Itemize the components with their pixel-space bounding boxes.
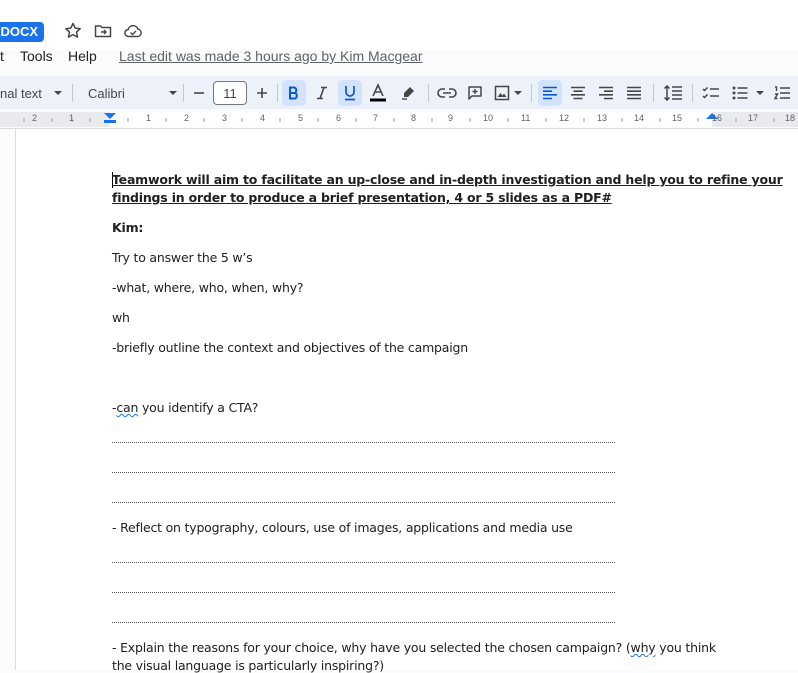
ruler-label: 4: [260, 113, 266, 123]
ruler-label: 1: [69, 113, 75, 123]
ruler-label: 7: [373, 113, 379, 123]
move-folder-icon[interactable]: [93, 21, 113, 41]
align-left-button[interactable]: [538, 80, 562, 106]
line-spacing-icon: [663, 85, 683, 101]
align-justify-icon: [626, 86, 642, 100]
line-spacing-button[interactable]: [660, 80, 686, 106]
menu-tools[interactable]: Tools: [20, 48, 53, 64]
image-icon: [494, 85, 510, 101]
link-icon: [437, 87, 457, 99]
bulleted-list-icon: [732, 86, 748, 100]
highlighter-icon: [400, 85, 416, 101]
explain-line-2[interactable]: the visual language is particularly inspiring?): [112, 658, 384, 673]
ruler-label: 12: [559, 113, 570, 123]
toolbar-divider: [72, 84, 73, 102]
ruler-label: 15: [672, 113, 683, 123]
ruler-label: 18: [785, 113, 796, 123]
font-value: Calibri: [88, 85, 125, 101]
spellcheck-word[interactable]: why: [630, 640, 656, 655]
chevron-down-icon: [755, 89, 765, 97]
highlight-color-button[interactable]: [396, 80, 420, 106]
heading-line-2[interactable]: findings in order to produce a brief presentation, 4 or 5 slides as a PDF#: [112, 190, 612, 205]
answer-dotted-line: [112, 590, 615, 593]
reflect-line[interactable]: - Reflect on typography, colours, use of images, applications and media use: [112, 520, 573, 535]
ruler-label: 10: [483, 113, 494, 123]
cta-line[interactable]: [112, 400, 258, 415]
insert-image-button[interactable]: [491, 80, 525, 106]
ruler-label: 13: [597, 113, 608, 123]
ruler-label: 6: [336, 113, 342, 123]
checklist-button[interactable]: [698, 80, 724, 106]
bold-button[interactable]: [282, 80, 306, 106]
italic-button[interactable]: [310, 80, 334, 106]
heading-line-1[interactable]: Teamwork will aim to facilitate an up-close and in-depth investigation and help you to refine your: [112, 172, 783, 187]
last-edit-link[interactable]: Last edit was made 3 hours ago by Kim Macgear: [119, 48, 423, 64]
minus-icon: [193, 87, 205, 99]
instruction-line[interactable]: Try to answer the 5 w’s: [112, 250, 253, 265]
toolbar-divider: [692, 84, 693, 102]
numbered-list-icon: [774, 86, 790, 100]
partial-text-line[interactable]: wh: [112, 310, 130, 325]
chevron-down-icon: [513, 89, 523, 97]
star-icon[interactable]: [63, 21, 83, 41]
decrease-font-size-button[interactable]: [188, 80, 210, 106]
numbered-list-button[interactable]: [774, 80, 798, 106]
spellcheck-word[interactable]: can: [116, 400, 139, 415]
cta-rest: you identify a CTA?: [138, 400, 259, 415]
text-color-button[interactable]: [366, 80, 390, 106]
cloud-saved-icon[interactable]: [123, 21, 143, 41]
ruler-label: 2: [32, 113, 38, 123]
explain-line-1[interactable]: [112, 640, 716, 655]
answer-dotted-line: [112, 470, 615, 473]
insert-link-button[interactable]: [434, 80, 460, 106]
docx-badge[interactable]: DOCX: [0, 22, 44, 42]
toolbar-divider: [653, 84, 654, 102]
toolbar-divider: [183, 84, 184, 102]
menu-help[interactable]: Help: [68, 48, 97, 64]
chevron-down-icon: [53, 89, 63, 97]
align-right-icon: [598, 86, 614, 100]
menu-format[interactable]: t: [0, 48, 4, 64]
font-size-input[interactable]: [213, 81, 247, 105]
formatting-toolbar: [0, 76, 798, 109]
underline-icon: [343, 85, 357, 101]
font-size-value: 11: [223, 85, 237, 101]
toolbar-divider: [277, 84, 278, 102]
align-center-icon: [570, 86, 586, 100]
align-left-icon: [542, 86, 558, 100]
horizontal-ruler[interactable]: [0, 111, 798, 129]
increase-font-size-button[interactable]: [251, 80, 273, 106]
bulleted-list-button[interactable]: [728, 80, 768, 106]
explain-text-a: - Explain the reasons for your choice, why have you selected the chosen campaign? (: [112, 640, 631, 655]
checklist-icon: [702, 86, 720, 100]
explain-text-b: you think: [655, 640, 716, 655]
ruler-label: 9: [448, 113, 454, 123]
plus-icon: [256, 87, 268, 99]
ruler-label: 14: [634, 113, 645, 123]
bold-icon: [287, 86, 301, 100]
ruler-label: 1: [146, 113, 152, 123]
add-comment-button[interactable]: [463, 80, 487, 106]
ruler-label: 17: [748, 113, 759, 123]
author-label[interactable]: Kim:: [112, 220, 144, 235]
toolbar-divider: [428, 84, 429, 102]
toolbar-divider: [531, 84, 532, 102]
ruler-label: 2: [184, 113, 190, 123]
questions-line[interactable]: -what, where, who, when, why?: [112, 280, 304, 295]
outline-line[interactable]: -briefly outline the context and objectives of the campaign: [112, 340, 468, 355]
ruler-label: 8: [411, 113, 417, 123]
ruler-label: 16: [712, 113, 723, 123]
title-bar: [0, 0, 798, 50]
ruler-label: 3: [222, 113, 228, 123]
font-select[interactable]: [82, 80, 182, 106]
cta-dash: -: [112, 400, 117, 415]
ruler-label: 11: [521, 113, 531, 123]
align-right-button[interactable]: [594, 80, 618, 106]
underline-button[interactable]: [338, 80, 362, 106]
justify-button[interactable]: [622, 80, 646, 106]
align-center-button[interactable]: [566, 80, 590, 106]
answer-dotted-line: [112, 620, 615, 623]
answer-dotted-line: [112, 560, 615, 563]
answer-dotted-line: [112, 440, 615, 443]
text-color-icon: [369, 83, 387, 103]
italic-icon: [315, 86, 329, 100]
chevron-down-icon: [168, 89, 178, 97]
add-comment-icon: [467, 85, 483, 101]
paragraph-style-select[interactable]: [0, 80, 66, 106]
paragraph-style-value: nal text: [0, 85, 42, 101]
ruler-label: 5: [298, 113, 304, 123]
answer-dotted-line: [112, 500, 615, 503]
